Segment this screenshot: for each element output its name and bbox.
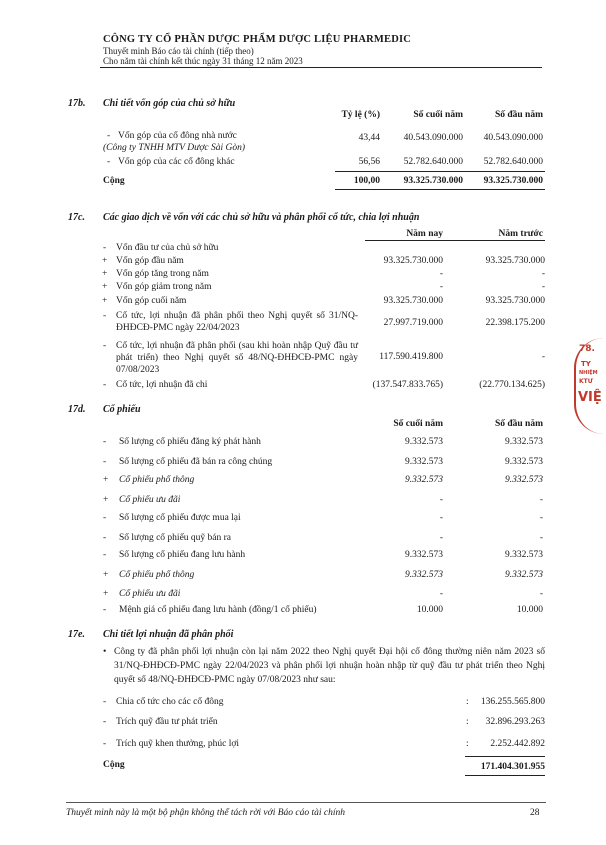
list-bullet: - — [103, 697, 107, 707]
list-bullet: + — [102, 282, 108, 292]
row-begin: 40.543.090.000 — [483, 133, 543, 143]
col-end-header: Số cuối năm — [413, 110, 463, 120]
total-rule-bottom — [335, 189, 545, 190]
col-previous-header: Năm trước — [498, 229, 543, 239]
colon-separator: : — [466, 697, 469, 707]
footer-note: Thuyết minh này là một bộ phận không thể tách rời với Báo cáo tài chính — [66, 808, 346, 818]
colon-separator: : — [466, 739, 469, 749]
row-begin: 9.332.573 — [505, 457, 543, 467]
row-end: 40.543.090.000 — [403, 133, 463, 143]
row-begin: 9.332.573 — [505, 437, 543, 447]
list-bullet: + — [102, 269, 108, 279]
row-end: 9.332.573 — [405, 570, 443, 580]
row-label: Vốn góp giảm trong năm — [116, 282, 212, 292]
list-bullet: - — [103, 605, 107, 615]
row-previous: (22.770.134.625) — [479, 380, 545, 390]
col-current-header: Năm nay — [406, 229, 443, 239]
row-label: Số lượng cổ phiếu đã bán ra công chúng — [119, 457, 273, 467]
list-bullet: + — [103, 475, 109, 485]
row-begin: - — [539, 589, 543, 599]
distribution-paragraph: Công ty đã phân phối lợi nhuận còn lại năm 2022 theo Nghị quyết Đại hội cổ đông thường niên năm 2023 số 31/NQ-ĐHĐCĐ-PMC ngày 22/04/2023 và phân phối lợi nhuận hoàn nhập từ quỹ đầu tư phát triển theo Nghị quyết số 48/NQ-ĐHĐCĐ-PMC ngày 07/08/2023 như sau: — [114, 647, 545, 685]
row-sublabel: (Công ty TNHH MTV Dược Sài Gòn) — [103, 143, 246, 153]
company-name: CÔNG TY CỔ PHẦN DƯỢC PHẨM DƯỢC LIỆU PHARMEDIC — [103, 34, 412, 45]
row-value: 136.255.565.800 — [480, 697, 545, 707]
paragraph-bullet-icon: • — [103, 647, 107, 657]
row-label: Cổ phiếu phổ thông — [119, 475, 195, 485]
col-end-header: Số cuối năm — [393, 419, 443, 429]
row-end: 9.332.573 — [405, 437, 443, 447]
page-number: 28 — [530, 808, 540, 818]
colon-separator: : — [466, 717, 469, 727]
stamp-text: VIỆ — [578, 390, 602, 405]
row-label: Vốn góp của các cổ đông khác — [118, 157, 235, 167]
list-bullet: - — [107, 131, 111, 141]
list-bullet: - — [103, 717, 107, 727]
row-begin: 9.332.573 — [505, 475, 543, 485]
row-label: Cổ phiếu ưu đãi — [119, 495, 181, 505]
col-begin-header: Số đầu năm — [494, 110, 543, 120]
total-label: Cộng — [103, 176, 125, 186]
company-stamp-fragment — [574, 338, 602, 434]
list-bullet: - — [103, 311, 107, 321]
total-rule-top — [465, 756, 545, 757]
row-label: Số lượng cổ phiếu quỹ bán ra — [119, 533, 232, 543]
footer-rule — [66, 802, 546, 803]
list-bullet: + — [103, 570, 109, 580]
total-begin: 93.325.730.000 — [483, 176, 543, 186]
list-bullet: - — [103, 243, 107, 253]
row-begin: - — [539, 533, 543, 543]
column-header-rule — [365, 240, 545, 241]
section-17b-title: Chi tiết vốn góp của chủ sở hữu — [103, 98, 236, 109]
row-label: Cổ tức, lợi nhuận đã phân phối (sau khi hoàn nhập Quỹ đầu tư phát triển) theo Nghị quyết số 48/NQ-ĐHĐCĐ-PMC ngày 07/08/2023 — [116, 341, 358, 375]
col-begin-header: Số đầu năm — [494, 419, 543, 429]
list-bullet: - — [103, 513, 107, 523]
row-label: Chia cổ tức cho các cổ đông — [116, 697, 224, 707]
list-bullet: + — [102, 256, 108, 266]
list-bullet: - — [103, 533, 107, 543]
stamp-text: 78. — [579, 344, 595, 354]
row-current: (137.547.833.765) — [372, 380, 443, 390]
row-current: - — [439, 269, 443, 279]
row-previous: - — [541, 352, 545, 362]
list-bullet: - — [107, 157, 111, 167]
stamp-text: KTƯ — [579, 378, 593, 385]
row-end: - — [439, 495, 443, 505]
row-value: 2.252.442.892 — [490, 739, 545, 749]
report-subtitle: Thuyết minh Báo cáo tài chính (tiếp theo) — [103, 46, 254, 56]
row-value: 32.896.293.263 — [485, 717, 545, 727]
row-end: 9.332.573 — [405, 457, 443, 467]
row-end: 9.332.573 — [405, 475, 443, 485]
row-begin: - — [539, 495, 543, 505]
row-label: Cổ phiếu ưu đãi — [119, 589, 181, 599]
list-bullet: - — [103, 380, 107, 390]
list-bullet: - — [103, 550, 107, 560]
row-begin: - — [539, 513, 543, 523]
section-17d-title: Cổ phiếu — [103, 404, 141, 415]
row-begin: 9.332.573 — [505, 550, 543, 560]
row-current: - — [439, 282, 443, 292]
row-label: Trích quỹ khen thưởng, phúc lợi — [116, 739, 240, 749]
stamp-text: TY — [581, 360, 591, 368]
total-value: 171.404.301.955 — [480, 762, 545, 772]
list-bullet: - — [103, 739, 107, 749]
row-label: Cổ phiếu phổ thông — [119, 570, 195, 580]
list-bullet: - — [103, 457, 107, 467]
total-label: Cộng — [103, 760, 125, 770]
row-current: 93.325.730.000 — [383, 256, 443, 266]
list-bullet: + — [102, 296, 108, 306]
row-previous: 93.325.730.000 — [485, 256, 545, 266]
row-begin: 9.332.573 — [505, 570, 543, 580]
row-label: Vốn góp của cổ đông nhà nước — [118, 131, 237, 141]
col-ratio-header: Tỷ lệ (%) — [341, 110, 380, 120]
row-label: Vốn đầu tư của chủ sở hữu — [116, 243, 219, 253]
row-ratio: 43,44 — [358, 133, 380, 143]
list-bullet: + — [103, 589, 109, 599]
section-17d-number: 17d. — [68, 404, 86, 415]
row-current: 27.997.719.000 — [383, 318, 443, 328]
list-bullet: - — [103, 437, 107, 447]
total-end: 93.325.730.000 — [403, 176, 463, 186]
row-end: - — [439, 589, 443, 599]
section-17c-title: Các giao dịch về vốn với các chủ sở hữu và phân phối cổ tức, chia lợi nhuận — [103, 212, 420, 223]
row-begin: 10.000 — [516, 605, 543, 615]
stamp-text: NHIỆM — [579, 370, 598, 376]
row-label: Trích quỹ đầu tư phát triển — [116, 717, 218, 727]
total-rule-bottom — [465, 775, 545, 776]
row-label: Mệnh giá cổ phiếu đang lưu hành (đồng/1 cổ phiếu) — [119, 605, 317, 615]
row-label: Vốn góp đầu năm — [116, 256, 184, 266]
row-end: - — [439, 533, 443, 543]
row-previous: - — [541, 282, 545, 292]
row-label: Cổ tức, lợi nhuận đã phân phối theo Nghị quyết số 31/NQ-ĐHĐCĐ-PMC ngày 22/04/2023 — [116, 311, 358, 333]
row-ratio: 56,56 — [358, 157, 380, 167]
total-ratio: 100,00 — [353, 176, 380, 186]
row-label: Vốn góp tăng trong năm — [116, 269, 209, 279]
row-end: 52.782.640.000 — [403, 157, 463, 167]
row-begin: 52.782.640.000 — [483, 157, 543, 167]
row-previous: 93.325.730.000 — [485, 296, 545, 306]
row-previous: 22.398.175.200 — [485, 318, 545, 328]
row-end: - — [439, 513, 443, 523]
section-17e-number: 17e. — [68, 629, 85, 640]
row-end: 10.000 — [416, 605, 443, 615]
section-17b-number: 17b. — [68, 98, 86, 109]
row-label: Số lượng cổ phiếu được mua lại — [119, 513, 241, 523]
row-current: 117.590.419.800 — [379, 352, 443, 362]
total-rule-top — [335, 171, 545, 172]
row-label: Số lượng cổ phiếu đăng ký phát hành — [119, 437, 261, 447]
row-current: 93.325.730.000 — [383, 296, 443, 306]
row-label: Số lượng cổ phiếu đang lưu hành — [119, 550, 246, 560]
section-17c-number: 17c. — [68, 212, 85, 223]
section-17e-title: Chi tiết lợi nhuận đã phân phối — [103, 629, 234, 640]
row-label: Cổ tức, lợi nhuận đã chi — [116, 380, 208, 390]
row-end: 9.332.573 — [405, 550, 443, 560]
report-period: Cho năm tài chính kết thúc ngày 31 tháng 12 năm 2023 — [103, 56, 303, 66]
list-bullet: - — [103, 341, 107, 351]
row-previous: - — [541, 269, 545, 279]
header-rule — [100, 67, 542, 68]
row-label: Vốn góp cuối năm — [116, 296, 187, 306]
list-bullet: + — [103, 495, 109, 505]
